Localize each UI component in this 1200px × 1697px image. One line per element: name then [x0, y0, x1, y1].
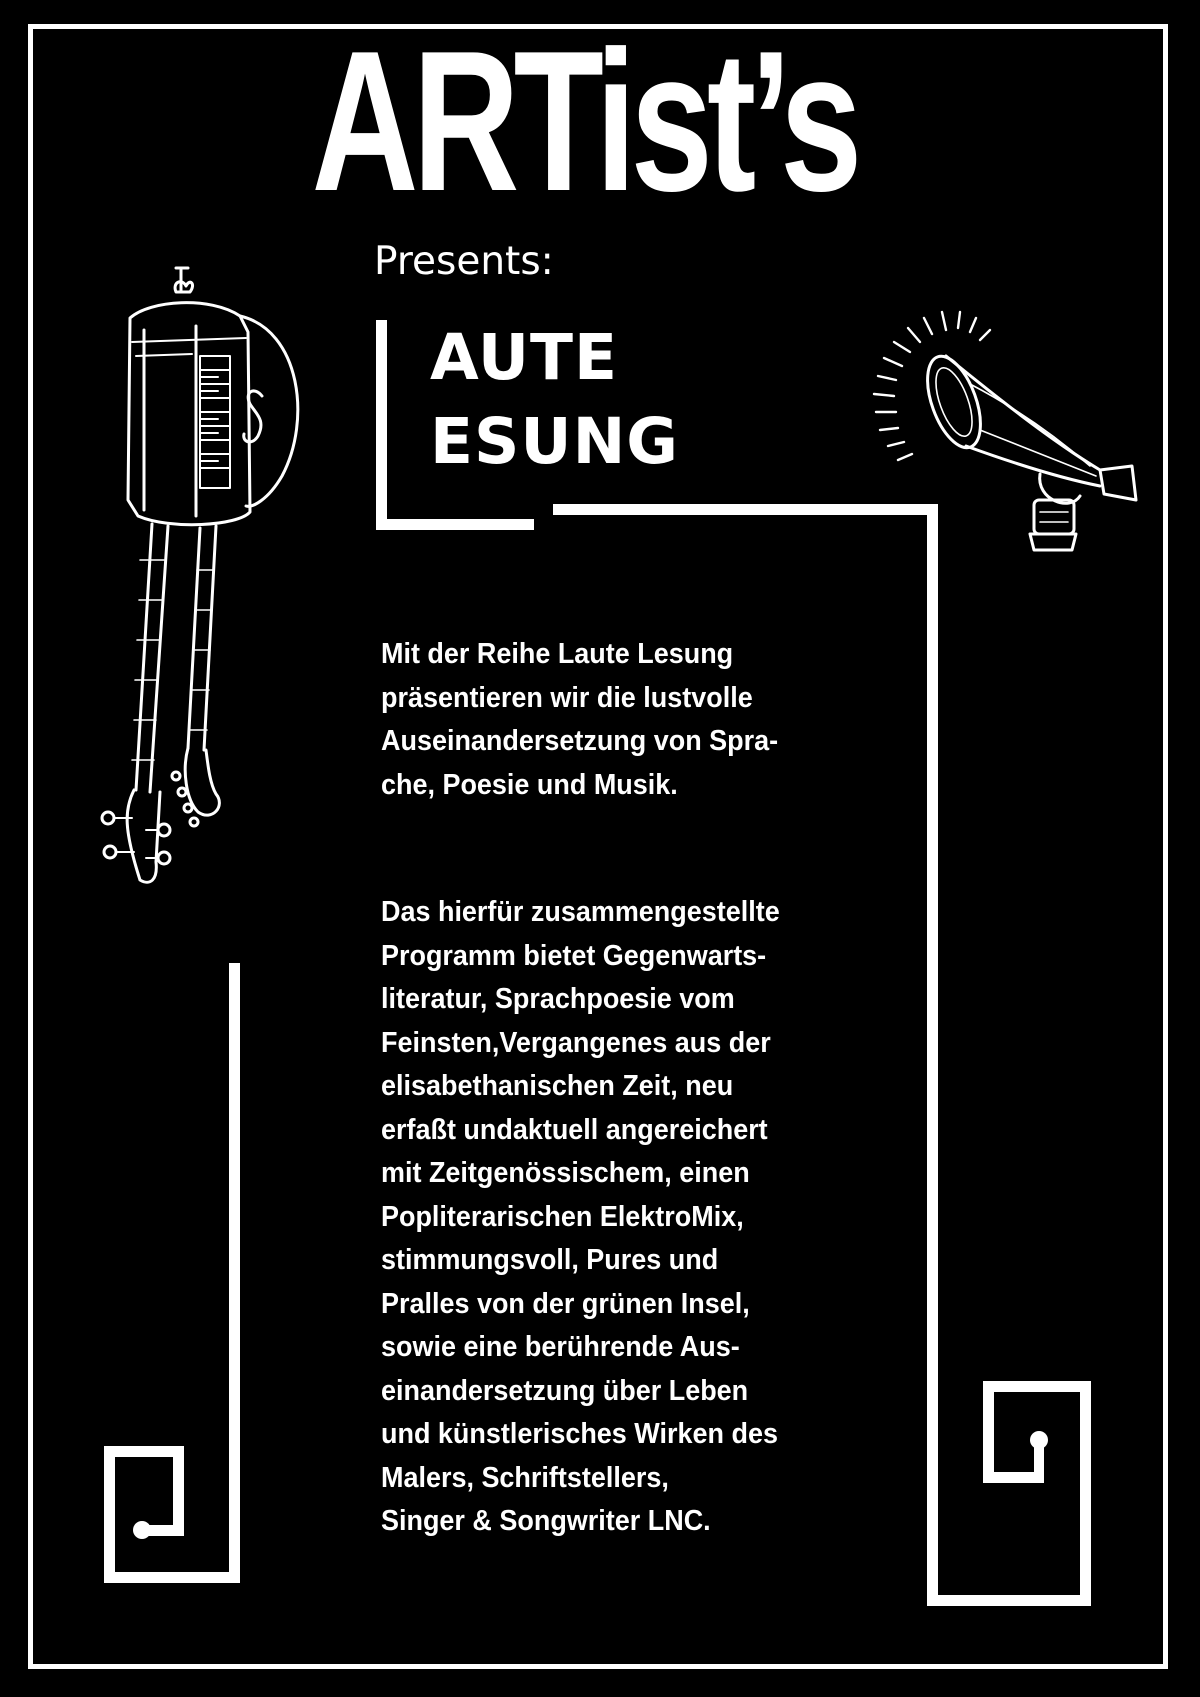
- intro-line: Auseinandersetzung von Spra-: [381, 725, 779, 757]
- intro-line: Mit der Reihe Laute Lesung: [381, 638, 734, 670]
- program-line: Pralles von der grünen Insel,: [381, 1287, 750, 1320]
- title-bracket-shape: [376, 320, 534, 530]
- program-line: Malers, Schriftstellers,: [381, 1461, 669, 1494]
- series-title-line-1: AUTE: [430, 321, 618, 394]
- intro-line: che, Poesie und Musik.: [381, 768, 678, 801]
- program-line: mit Zeitgenössischem, einen: [381, 1157, 750, 1189]
- program-line: Singer & Songwriter LNC.: [381, 1505, 711, 1537]
- program-line: erfaßt undaktuell angereichert: [381, 1113, 768, 1146]
- left-frame-line: [104, 963, 240, 1583]
- program-line: und künstlerisches Wirken des: [381, 1418, 778, 1450]
- program-line: Programm bietet Gegenwarts-: [381, 939, 767, 972]
- program-line: literatur, Sprachpoesie vom: [381, 983, 735, 1015]
- guitar-accordion-illustration: [102, 268, 298, 882]
- program-line: Popliterarischen ElektroMix,: [381, 1200, 744, 1233]
- program-line: sowie eine berührende Aus-: [381, 1331, 740, 1363]
- presents-label: Presents:: [374, 239, 554, 284]
- program-line: stimmungsvoll, Pures und: [381, 1244, 719, 1276]
- program-line: einandersetzung über Leben: [381, 1374, 749, 1407]
- bottom-right-spiral: [983, 1381, 1091, 1606]
- program-line: Feinsten,Vergangenes aus der: [381, 1026, 771, 1059]
- right-frame-line: [553, 504, 1091, 1606]
- program-line: Das hierfür zusammengestellte: [381, 896, 780, 928]
- program-line: elisabethanischen Zeit, neu: [381, 1070, 734, 1102]
- series-title-line-2: ESUNG: [430, 405, 680, 478]
- intro-line: präsentieren wir die lustvolle: [381, 681, 753, 714]
- poster-title: ARTist’s: [311, 10, 857, 233]
